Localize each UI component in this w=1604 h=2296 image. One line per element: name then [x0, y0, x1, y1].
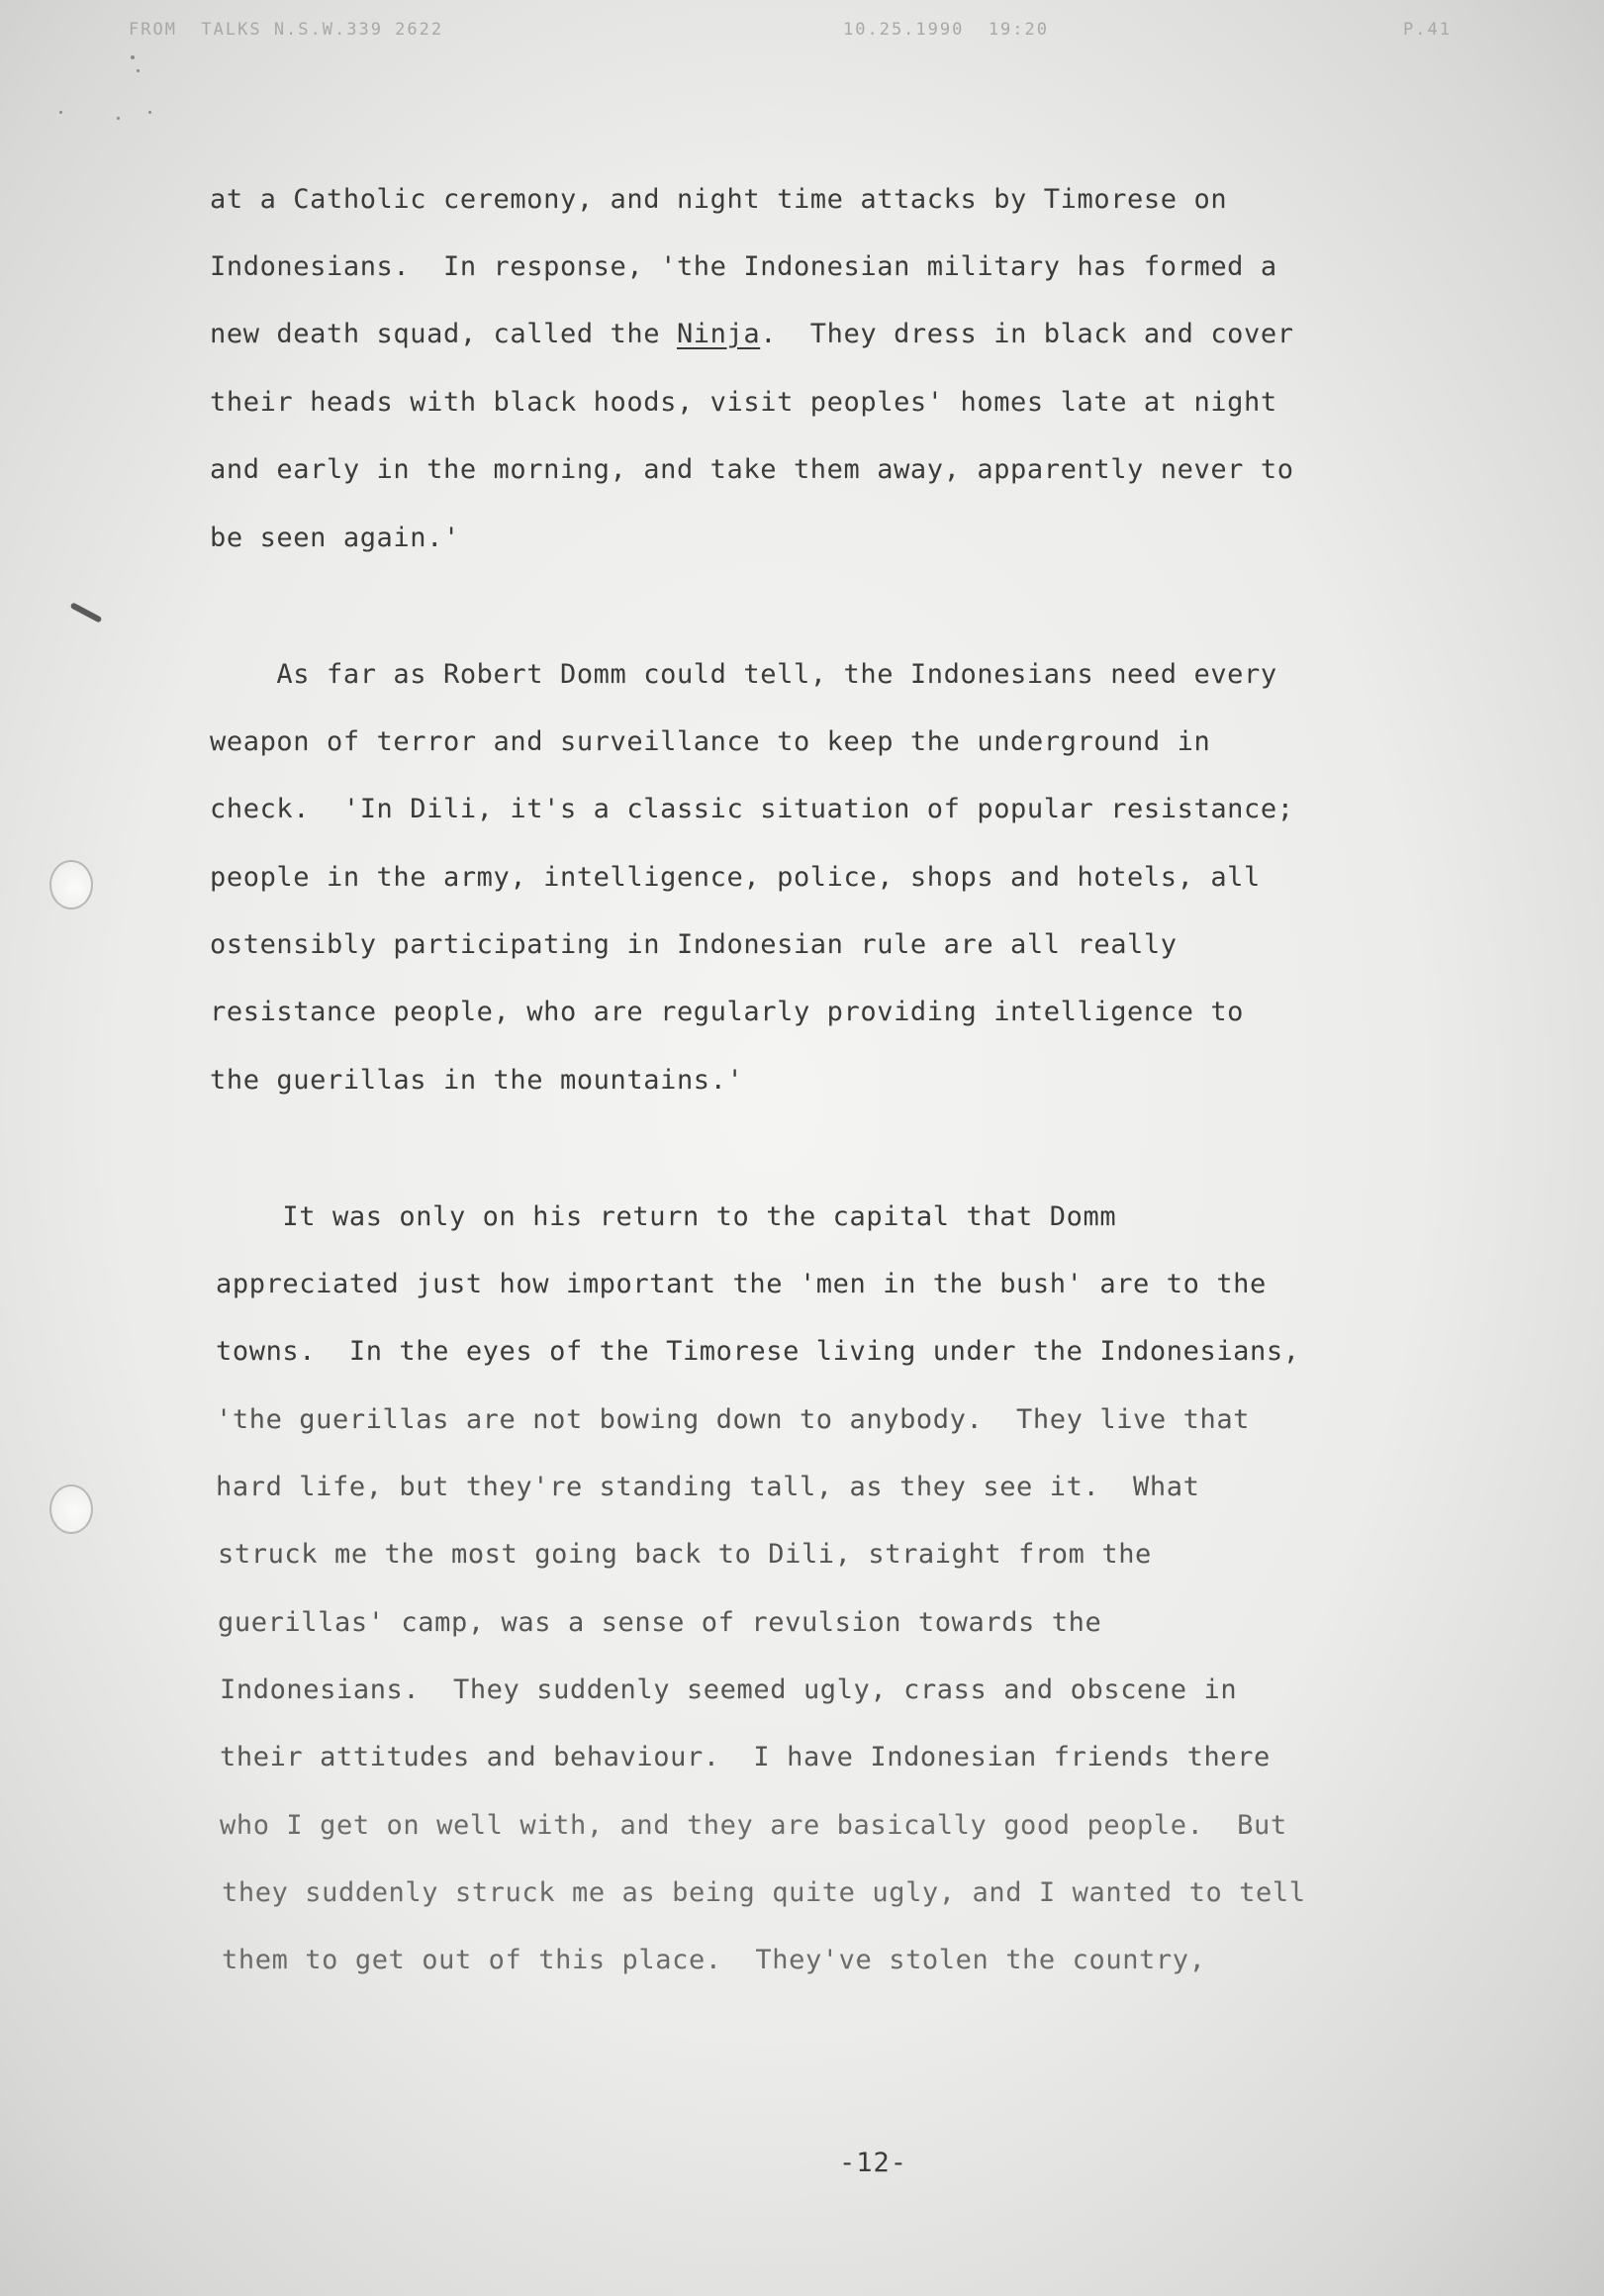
- pen-mark: [70, 602, 103, 622]
- body-line: at a Catholic ceremony, and night time attacks by Timorese on: [210, 184, 1228, 215]
- body-line: 'the guerillas are not bowing down to anybody. They live that: [216, 1404, 1251, 1435]
- body-line: be seen again.': [210, 523, 460, 553]
- body-line: who I get on well with, and they are basically good people. But: [220, 1810, 1287, 1841]
- body-line: their heads with black hoods, visit peoples' homes late at night: [210, 387, 1277, 418]
- body-line: they suddenly struck me as being quite ugly, and I wanted to tell: [222, 1877, 1306, 1908]
- body-line: struck me the most going back to Dili, straight from the: [218, 1539, 1152, 1570]
- scan-speck: [59, 111, 62, 114]
- body-line-end: . They dress in black and cover: [760, 319, 1294, 349]
- body-line: and early in the morning, and take them away, apparently never to: [210, 454, 1294, 485]
- fax-header: [0, 20, 1604, 49]
- punch-hole: [49, 860, 93, 909]
- page-number: -12-: [839, 2148, 908, 2178]
- body-line-start: new death squad, called the: [210, 319, 677, 349]
- scan-speck: [148, 111, 151, 114]
- body-line: check. 'In Dili, it's a classic situation of popular resistance;: [210, 794, 1294, 824]
- body-line: their attitudes and behaviour. I have Indonesian friends there: [220, 1742, 1271, 1772]
- body-line: the guerillas in the mountains.': [210, 1065, 744, 1096]
- body-line: It was only on his return to the capital that Domm: [216, 1201, 1117, 1232]
- fax-sender: FROM TALKS N.S.W.339 2622: [129, 20, 444, 40]
- scan-speck: [131, 55, 135, 59]
- body-line: As far as Robert Domm could tell, the Indonesians need every: [210, 659, 1277, 690]
- body-line: guerillas' camp, was a sense of revulsion towards the: [218, 1607, 1102, 1638]
- body-line: Indonesians. In response, 'the Indonesian military has formed a: [210, 251, 1277, 282]
- body-line: [210, 319, 1294, 349]
- body-line: towns. In the eyes of the Timorese living under the Indonesians,: [216, 1336, 1300, 1367]
- underlined-term: Ninja: [676, 319, 761, 349]
- fax-datetime: 10.25.1990 19:20: [843, 20, 1049, 40]
- body-line: Indonesians. They suddenly seemed ugly, crass and obscene in: [220, 1674, 1238, 1705]
- body-line: appreciated just how important the 'men in the bush' are to the: [216, 1269, 1267, 1299]
- body-line: them to get out of this place. They've stolen the country,: [222, 1945, 1206, 1975]
- body-line: weapon of terror and surveillance to keep the underground in: [210, 726, 1211, 757]
- body-line: hard life, but they're standing tall, as they see it. What: [216, 1472, 1200, 1502]
- fax-page-number: P.41: [1403, 20, 1452, 40]
- scan-speck: [137, 69, 140, 72]
- body-line: people in the army, intelligence, police, shops and hotels, all: [210, 862, 1261, 893]
- punch-hole: [49, 1484, 93, 1534]
- scan-speck: [117, 117, 120, 120]
- body-line: resistance people, who are regularly providing intelligence to: [210, 997, 1245, 1027]
- body-line: ostensibly participating in Indonesian rule are all really: [210, 929, 1178, 960]
